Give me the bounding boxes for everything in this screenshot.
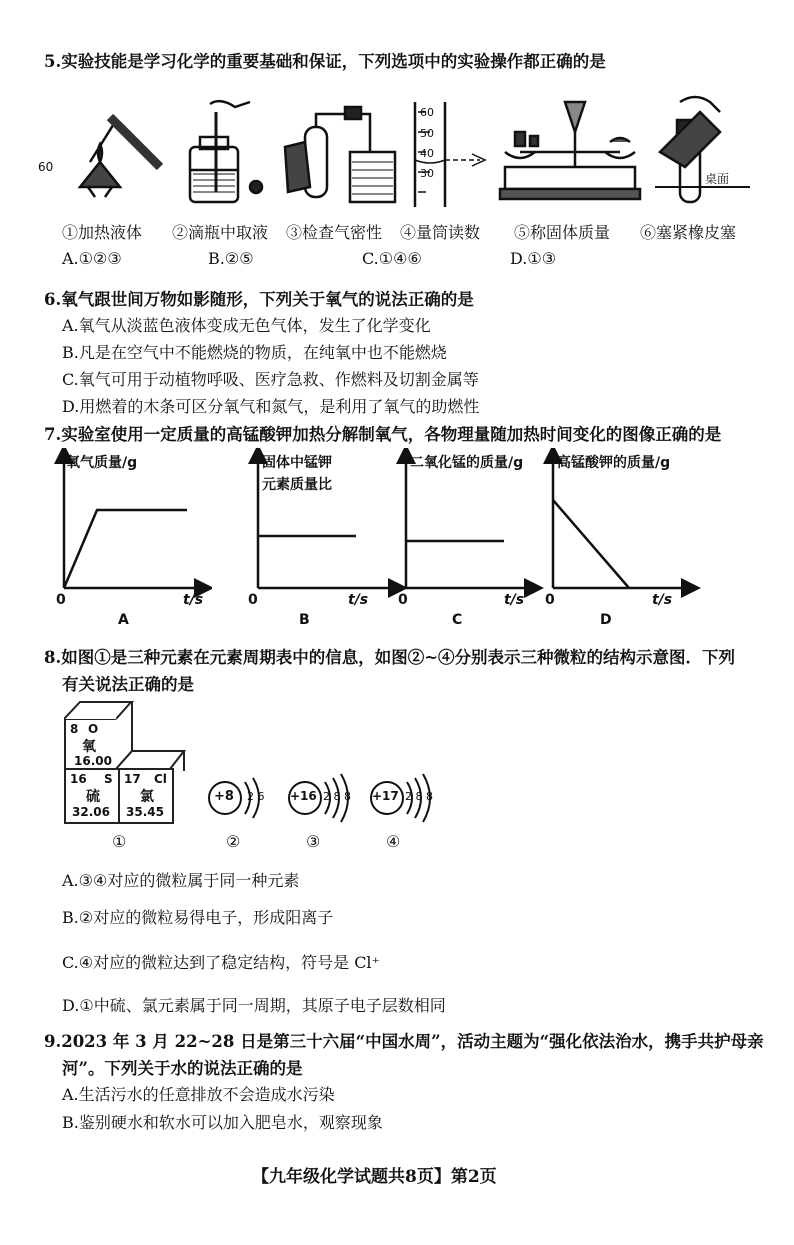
oxygen-symbol: O <box>88 722 99 736</box>
cube-side <box>116 701 236 771</box>
caption-6: ⑥塞紧橡皮塞 <box>640 223 737 242</box>
element-cell-chlorine <box>118 768 174 824</box>
atom-2-nucleus-label: +8 <box>214 789 234 804</box>
element-cell-oxygen <box>64 718 120 772</box>
graph-b <box>246 448 406 608</box>
q8-stem-line2: 有关说法正确的是 <box>62 675 194 694</box>
heating-liquid-illustration <box>80 114 165 197</box>
graph-d-origin: 0 <box>545 592 555 608</box>
q5-option-c[interactable]: C.①④⑥ <box>362 249 422 268</box>
page-footer: 【九年级化学试题共8页】第2页 <box>252 1167 497 1187</box>
q6-option-d[interactable]: D.用燃着的木条可区分氧气和氮气，是利用了氧气的助燃性 <box>62 397 480 416</box>
cylinder-mark-60: 60 <box>38 160 54 174</box>
q5-option-a[interactable]: A.①②③ <box>62 249 122 268</box>
figure-label-1: ① <box>112 832 127 851</box>
oxygen-name: 氧 <box>82 739 96 755</box>
caption-2: ②滴瓶中取液 <box>172 223 269 242</box>
q8-option-c[interactable]: C.④对应的微粒达到了稳定结构，符号是 Cl⁺ <box>62 953 380 972</box>
graph-a-origin: 0 <box>56 592 66 608</box>
graph-d-curve <box>553 500 629 588</box>
graph-d <box>541 448 701 608</box>
graph-d-xlabel: t/s <box>652 592 673 608</box>
airtightness-check-illustration <box>285 107 395 202</box>
atom-4-shell-label: 2 8 8 <box>405 790 433 803</box>
sulfur-number: 16 <box>70 772 87 786</box>
atom-3-nucleus-label: +16 <box>290 789 317 803</box>
graph-c-origin: 0 <box>398 592 408 608</box>
caption-4: ④量筒读数 <box>400 223 481 242</box>
q6-option-b[interactable]: B.凡是在空气中不能燃烧的物质，在纯氧中也不能燃烧 <box>62 343 447 362</box>
oxygen-mass: 16.00 <box>74 754 112 768</box>
q5-illustrations <box>60 92 760 217</box>
q9-option-a[interactable]: A.生活污水的任意排放不会造成水污染 <box>62 1085 335 1104</box>
graph-b-ylabel: 固体中锰钾 <box>262 455 332 471</box>
q9-stem-line2: 河”。下列关于水的说法正确的是 <box>62 1059 303 1078</box>
sulfur-name: 硫 <box>86 789 100 805</box>
q5-stem: 5.实验技能是学习化学的重要基础和保证，下列选项中的实验操作都正确的是 <box>44 52 606 71</box>
graph-b-origin: 0 <box>248 592 258 608</box>
q6-stem: 6.氧气跟世间万物如影随形，下列关于氧气的说法正确的是 <box>44 290 474 309</box>
q9-option-b[interactable]: B.鉴别硬水和软水可以加入肥皂水，观察现象 <box>62 1113 383 1132</box>
graph-a <box>52 448 212 608</box>
graph-a-ylabel: 氧气质量/g <box>66 455 138 471</box>
element-cell-sulfur <box>64 768 120 824</box>
caption-1: ①加热液体 <box>62 223 143 242</box>
cylinder-mark-40-label: 40 <box>420 147 434 160</box>
dropper-bottle-illustration <box>190 101 262 202</box>
q8-stem-line1: 8.如图①是三种元素在元素周期表中的信息，如图②~④分别表示三种微粒的结构示意图．下列 <box>44 648 736 667</box>
balance-illustration <box>500 102 640 199</box>
sulfur-symbol: S <box>104 772 113 786</box>
q5-option-b[interactable]: B.②⑤ <box>208 249 254 268</box>
q9-stem-line1: 9.2023 年 3 月 22~28 日是第三十六届“中国水周”，活动主题为“强化依法治水，携手共护母亲 <box>44 1032 764 1051</box>
chlorine-name: 氯 <box>140 789 154 805</box>
chlorine-mass: 35.45 <box>126 805 164 819</box>
q7-stem: 7.实验室使用一定质量的高锰酸钾加热分解制氧气，各物理量随加热时间变化的图像正确的是 <box>44 425 722 444</box>
cylinder-mark-30-label: 30 <box>420 167 434 180</box>
graph-d-letter: D <box>600 612 612 628</box>
graph-b-ylabel2: 元素质量比 <box>262 477 332 493</box>
atom-4-nucleus-label: +17 <box>372 789 399 803</box>
graph-a-xlabel: t/s <box>183 592 204 608</box>
graph-c <box>394 448 554 608</box>
q6-option-c[interactable]: C.氧气可用于动植物呼吸、医疗急救、作燃料及切割金属等 <box>62 370 479 389</box>
graph-c-ylabel: 二氧化锰的质量/g <box>410 455 524 471</box>
figure-label-4: ④ <box>386 832 401 851</box>
sulfur-mass: 32.06 <box>72 805 110 819</box>
q5-option-d[interactable]: D.①③ <box>510 249 557 268</box>
q8-option-d[interactable]: D.①中硫、氯元素属于同一周期，其原子电子层数相同 <box>62 996 446 1015</box>
stopper-tube-illustration <box>655 97 750 202</box>
graph-b-letter: B <box>299 612 310 628</box>
figure-label-3: ③ <box>306 832 321 851</box>
cylinder-mark-50-label: 50 <box>420 127 434 140</box>
caption-5: ⑤称固体质量 <box>514 223 611 242</box>
graph-d-ylabel: 高锰酸钾的质量/g <box>557 455 671 471</box>
graph-b-xlabel: t/s <box>348 592 369 608</box>
caption-3: ③检查气密性 <box>286 223 383 242</box>
atom-3-shell-label: 2 8 8 <box>323 790 351 803</box>
cylinder-mark-60-label: 60 <box>420 106 434 119</box>
q8-option-a[interactable]: A.③④对应的微粒属于同一种元素 <box>62 871 300 890</box>
graph-c-letter: C <box>452 612 463 628</box>
q8-option-b[interactable]: B.②对应的微粒易得电子，形成阳离子 <box>62 908 334 927</box>
graph-a-curve <box>64 510 187 588</box>
graph-c-xlabel: t/s <box>504 592 525 608</box>
graph-a-letter: A <box>118 612 129 628</box>
chlorine-symbol: Cl <box>154 772 167 786</box>
atom-2-shell-label: 2 6 <box>247 790 265 803</box>
oxygen-number: 8 <box>70 722 79 736</box>
chlorine-number: 17 <box>124 772 141 786</box>
q6-option-a[interactable]: A.氧气从淡蓝色液体变成无色气体，发生了化学变化 <box>62 316 431 335</box>
table-label: 桌面 <box>705 172 730 186</box>
figure-label-2: ② <box>226 832 241 851</box>
